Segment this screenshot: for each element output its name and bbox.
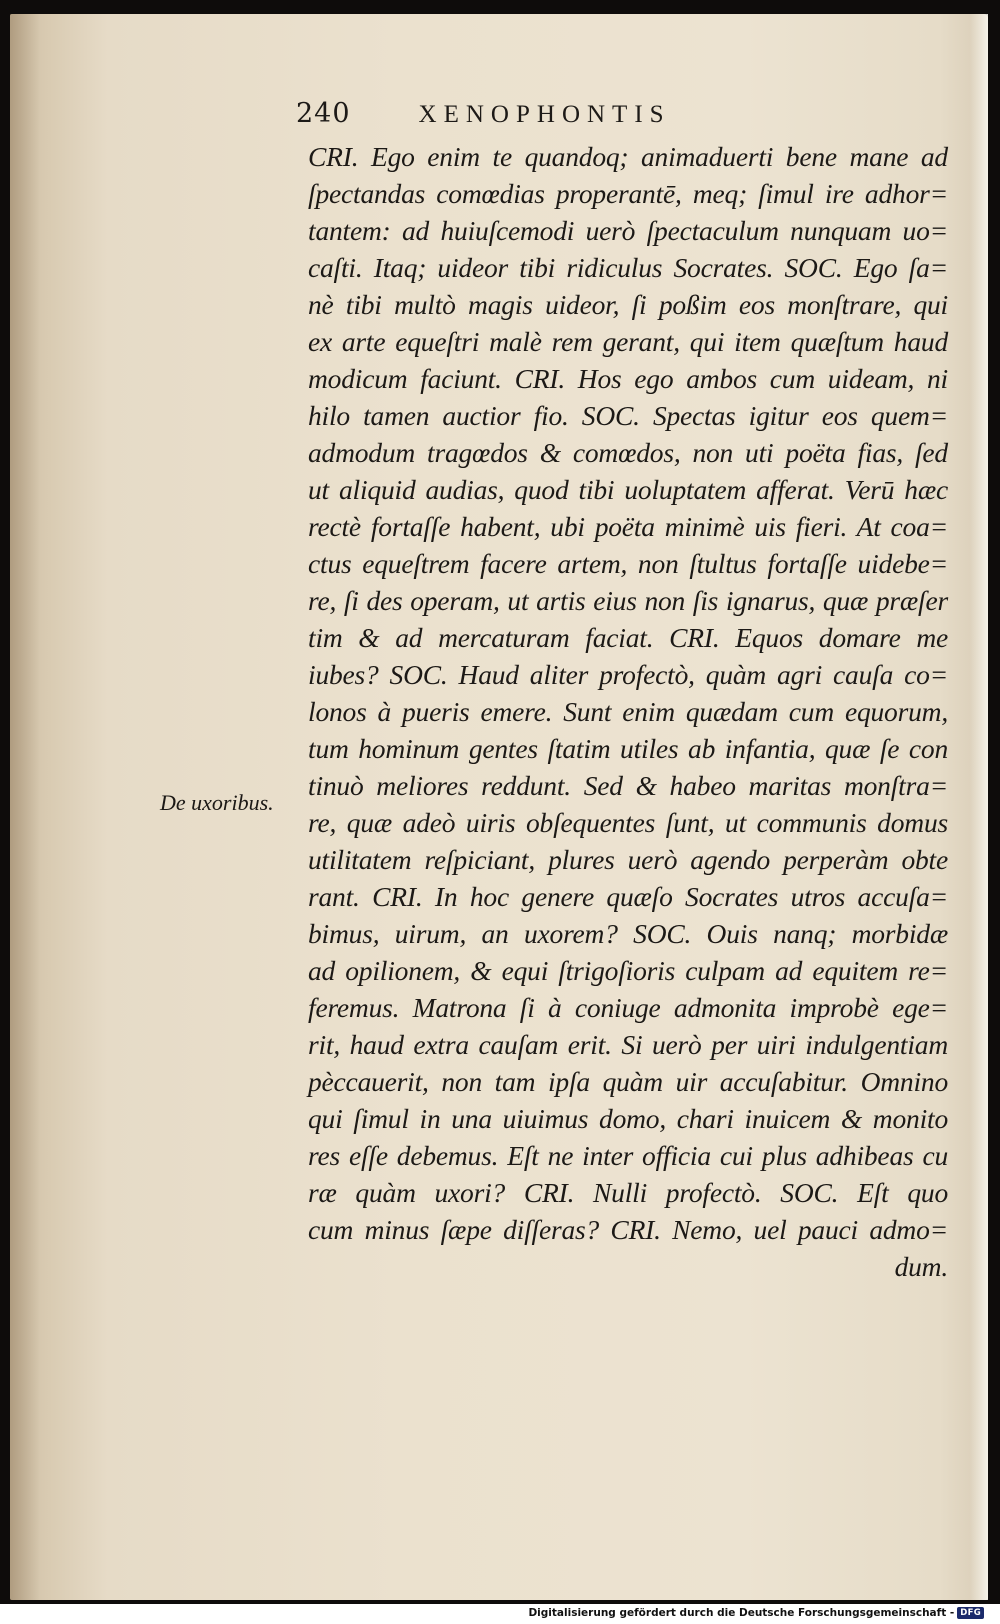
- text-line: CRI. Ego enim te quandoq; animaduerti bene mane ad: [308, 141, 948, 172]
- text-line: tum hominum gentes ſtatim utiles ab infantia, quæ ſe con: [308, 733, 948, 764]
- text-line: ex arte equeſtri malè rem gerant, qui item quæſtum haud: [308, 326, 948, 357]
- text-line: utilitatem reſpiciant, plures uerò agendo perperàm obte: [308, 844, 948, 875]
- text-line: feremus. Matrona ſi à coniuge admonita improbè ege=: [308, 992, 948, 1023]
- gutter-shadow: [10, 14, 40, 1600]
- body-text: [308, 138, 948, 1285]
- text-line: tantem: ad huiuſcemodi uerò ſpectaculum nunquam uo=: [308, 215, 948, 246]
- text-line: ut aliquid audias, quod tibi uoluptatem afferat. Verū hæc: [308, 474, 948, 505]
- text-line: nè tibi multò magis uideor, ſi poßim eos monſtrare, qui: [308, 289, 948, 320]
- digitization-credit: [528, 1607, 984, 1619]
- text-line: cum minus ſæpe diſſeras? CRI. Nemo, uel pauci admo=: [308, 1214, 948, 1245]
- text-line: modicum faciunt. CRI. Hos ego ambos cum uideam, ni: [308, 363, 948, 394]
- dfg-logo: DFG: [957, 1607, 984, 1619]
- page-number: 240: [296, 98, 351, 129]
- text-line: pèccauerit, non tam ipſa quàm uir accuſabitur. Omnino: [308, 1066, 948, 1097]
- text-line: res eſſe debemus. Eſt ne inter officia cui plus adhibeas cu: [308, 1140, 948, 1171]
- text-line: tim & ad mercaturam faciat. CRI. Equos domare me: [308, 622, 948, 653]
- text-line: ad opilionem, & equi ſtrigoſioris culpam ad equitem re=: [308, 955, 948, 986]
- text-line: hilo tamen auctior fio. SOC. Spectas igitur eos quem=: [308, 400, 948, 431]
- text-line: caſti. Itaq; uideor tibi ridiculus Socrates. SOC. Ego ſa=: [308, 252, 948, 283]
- margin-note: De uxoribus.: [160, 790, 274, 815]
- running-head: [296, 98, 766, 134]
- text-line: rant. CRI. In hoc genere quæſo Socrates utros accuſa=: [308, 881, 948, 912]
- text-line: bimus, uirum, an uxorem? SOC. Ouis nanq; morbidæ: [308, 918, 948, 949]
- page-edge: [970, 14, 988, 1600]
- text-line: rit, haud extra cauſam erit. Si uerò per uiri indulgentiam: [308, 1029, 948, 1060]
- text-line: admodum tragœdos & comœdos, non uti poëta fias, ſed: [308, 437, 948, 468]
- text-line: iubes? SOC. Haud aliter profectò, quàm agri cauſa co=: [308, 659, 948, 690]
- text-line: ctus equeſtrem facere artem, non ſtultus fortaſſe uidebe=: [308, 548, 948, 579]
- text-line: ſpectandas comœdias properantē, meq; ſimul ire adhor=: [308, 178, 948, 209]
- text-line: dum.: [894, 1251, 948, 1282]
- credit-text: Digitalisierung gefördert durch die Deutsche Forschungsgemeinschaft -: [528, 1607, 955, 1619]
- text-line: rectè fortaſſe habent, ubi poëta minimè uis fieri. At coa=: [308, 511, 948, 542]
- text-line: re, quæ adeò uiris obſequentes ſunt, ut communis domus: [308, 807, 948, 838]
- text-line: re, ſi des operam, ut artis eius non ſis ignarus, quæ præſer: [308, 585, 948, 616]
- text-line: qui ſimul in una uiuimus domo, chari inuicem & monito: [308, 1103, 948, 1134]
- running-head-title: XENOPHONTIS: [418, 101, 671, 128]
- text-line: ræ quàm uxori? CRI. Nulli profectò. SOC. Eſt quo: [308, 1177, 948, 1208]
- text-line: lonos à pueris emere. Sunt enim quædam cum equorum,: [308, 696, 948, 727]
- text-line: tinuò meliores reddunt. Sed & habeo maritas monſtra=: [308, 770, 948, 801]
